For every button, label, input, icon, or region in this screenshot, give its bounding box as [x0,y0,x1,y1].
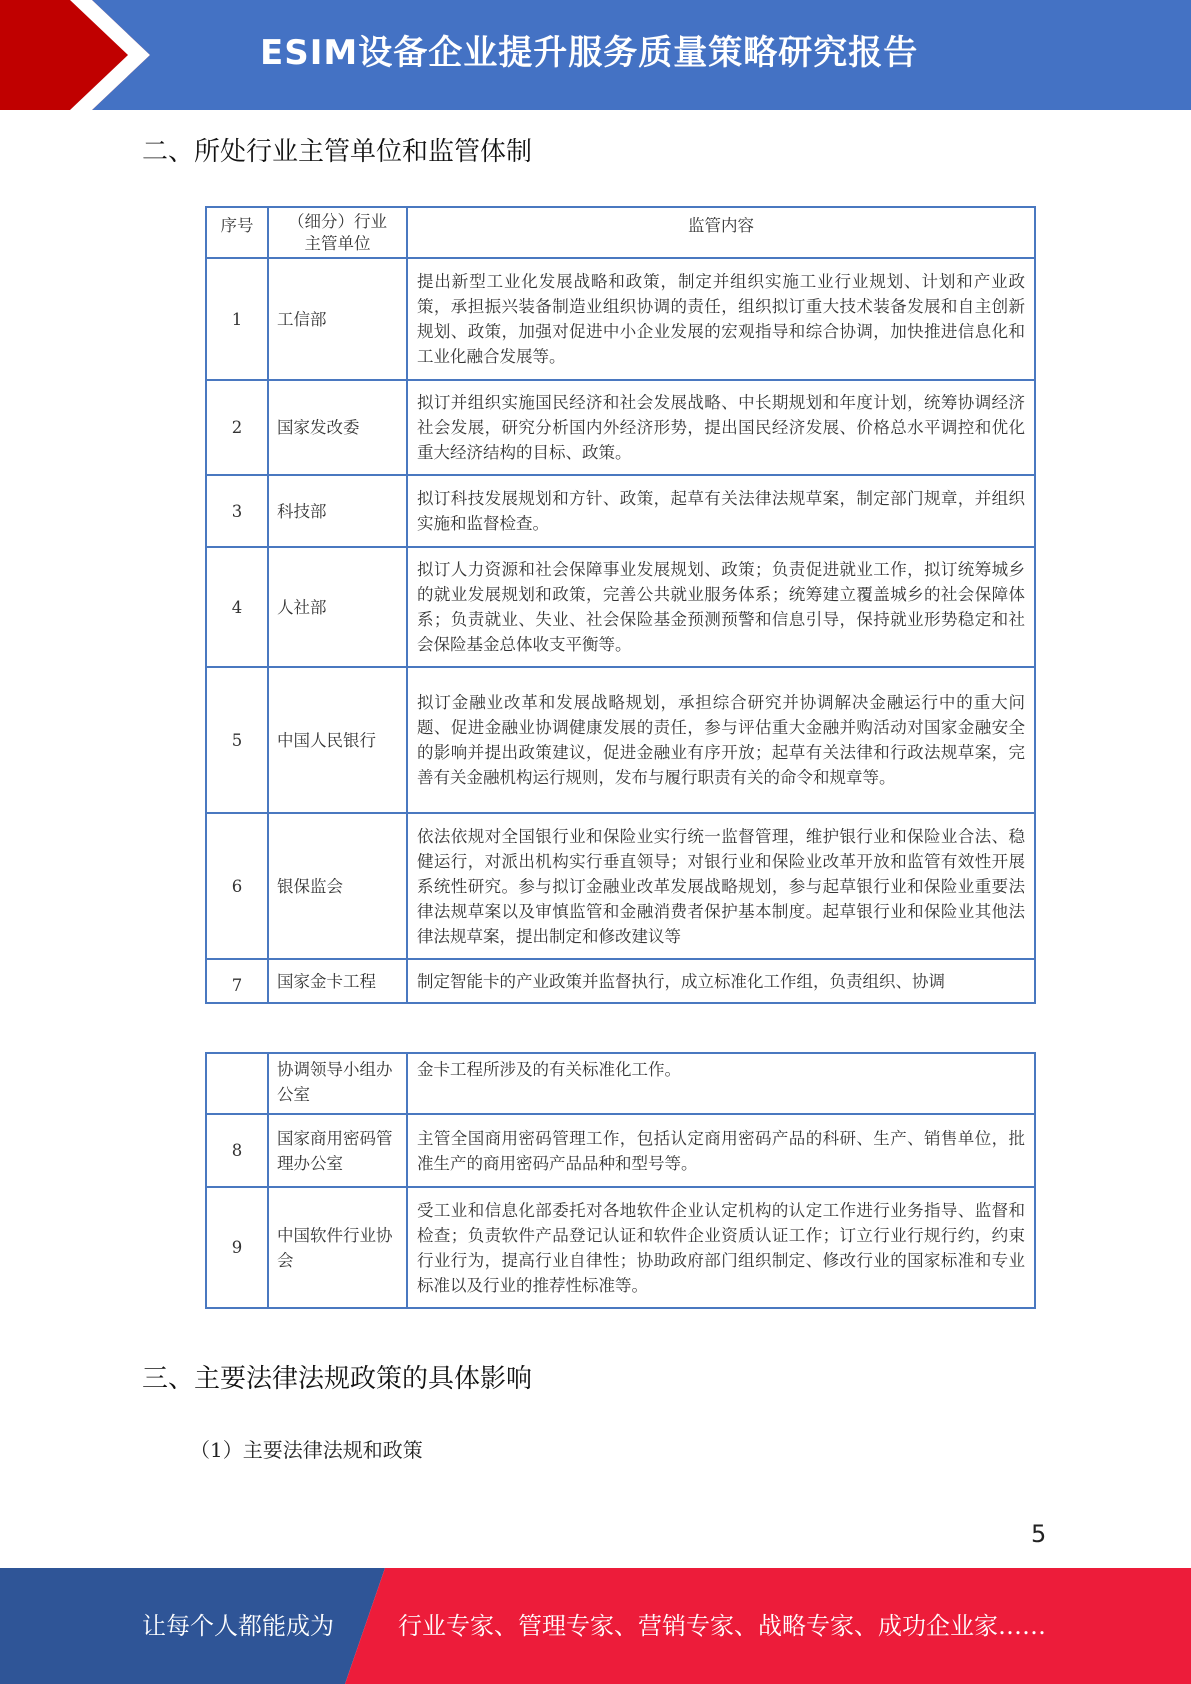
header-unit-line2: 主管单位 [304,234,371,253]
table-header-row [206,207,1035,258]
header-content: 监管内容 [407,207,1035,258]
header-unit [268,207,407,258]
row-unit: 协调领导小组办公室 [268,1053,407,1114]
row-num: 7 [206,959,268,1003]
row-unit: 中国人民银行 [268,667,407,813]
row-num: 4 [206,547,268,667]
row-content: 主管全国商用密码管理工作，包括认定商用密码产品的科研、生产、销售单位，批准生产的商用密码产品品种和型号等。 [407,1114,1035,1187]
row-content: 拟订科技发展规划和方针、政策，起草有关法律法规草案，制定部门规章，并组织实施和监督检查。 [407,475,1035,547]
section-2-heading: 二、所处行业主管单位和监管体制 [142,137,533,167]
table-row [206,258,1035,380]
table-row [206,813,1035,959]
header-num: 序号 [206,207,268,258]
row-content: 金卡工程所涉及的有关标准化工作。 [407,1053,1035,1114]
row-unit: 中国软件行业协会 [268,1187,407,1308]
row-num: 5 [206,667,268,813]
table-row [206,959,1035,1003]
table-row [206,380,1035,475]
row-num: 9 [206,1187,268,1308]
row-unit: 国家金卡工程 [268,959,407,1003]
row-unit: 工信部 [268,258,407,380]
row-content: 拟订金融业改革和发展战略规划，承担综合研究并协调解决金融运行中的重大问题、促进金融业协调健康发展的责任，参与评估重大金融并购活动对国家金融安全的影响并提出政策建议，促进金融业有序开放；起草有关法律和行政法规草案，完善有关金融机构运行规则，发布与履行职责有关的命令和规章等。 [407,667,1035,813]
page-number: 5 [1031,1520,1047,1548]
report-title: ESIM设备企业提升服务质量策略研究报告 [260,33,919,73]
table-row [206,1187,1035,1308]
table-row [206,1114,1035,1187]
page-header [0,0,1191,110]
row-unit: 科技部 [268,475,407,547]
row-content: 制定智能卡的产业政策并监督执行，成立标准化工作组，负责组织、协调 [407,959,1035,1003]
row-unit: 银保监会 [268,813,407,959]
row-content: 依法依规对全国银行业和保险业实行统一监督管理，维护银行业和保险业合法、稳健运行，对派出机构实行垂直领导；对银行业和保险业改革开放和监管有效性开展系统性研究。参与拟订金融业改革发展战略规划，参与起草银行业和保险业重要法律法规草案以及审慎监管和金融消费者保护基本制度。起草银行业和保险业其他法律法规草案，提出制定和修改建议等 [407,813,1035,959]
table-row [206,1053,1035,1114]
row-num: 6 [206,813,268,959]
row-content: 拟订并组织实施国民经济和社会发展战略、中长期规划和年度计划，统筹协调经济社会发展，研究分析国内外经济形势，提出国民经济发展、价格总水平调控和优化重大经济结构的目标、政策。 [407,380,1035,475]
table-row [206,475,1035,547]
row-content: 拟订人力资源和社会保障事业发展规划、政策；负责促进就业工作，拟订统筹城乡的就业发展规划和政策，完善公共就业服务体系；统筹建立覆盖城乡的社会保障体系；负责就业、失业、社会保险基金预测预警和信息引导，保持就业形势稳定和社会保险基金总体收支平衡等。 [407,547,1035,667]
header-unit-line1: （细分）行业 [288,212,387,231]
row-num: 2 [206,380,268,475]
row-num: 1 [206,258,268,380]
red-chevron-graphic [0,0,150,110]
table-row [206,547,1035,667]
page-footer [0,1568,1191,1684]
regulator-table-continued [205,1052,1036,1309]
row-num: 8 [206,1114,268,1187]
row-content: 提出新型工业化发展战略和政策，制定并组织实施工业行业规划、计划和产业政策，承担振兴装备制造业组织协调的责任，组织拟订重大技术装备发展和自主创新规划、政策，加强对促进中小企业发展的宏观指导和综合协调，加快推进信息化和工业化融合发展等。 [407,258,1035,380]
row-num: 3 [206,475,268,547]
section-3-heading: 三、主要法律法规政策的具体影响 [142,1364,533,1394]
row-unit: 国家发改委 [268,380,407,475]
footer-slogan-right: 行业专家、管理专家、营销专家、战略专家、成功企业家…… [398,1612,1046,1640]
table-row [206,667,1035,813]
row-unit: 国家商用密码管理办公室 [268,1114,407,1187]
regulator-table [205,206,1036,1004]
row-num [206,1053,268,1114]
footer-slogan-left: 让每个人都能成为 [142,1612,334,1640]
row-content: 受工业和信息化部委托对各地软件企业认定机构的认定工作进行业务指导、监督和检查；负责软件产品登记认证和软件企业资质认证工作；订立行业行规行约，约束行业行为，提高行业自律性；协助政府部门组织制定、修改行业的国家标准和专业标准以及行业的推荐性标准等。 [407,1187,1035,1308]
sub-item-heading: （1）主要法律法规和政策 [190,1438,423,1462]
row-unit: 人社部 [268,547,407,667]
